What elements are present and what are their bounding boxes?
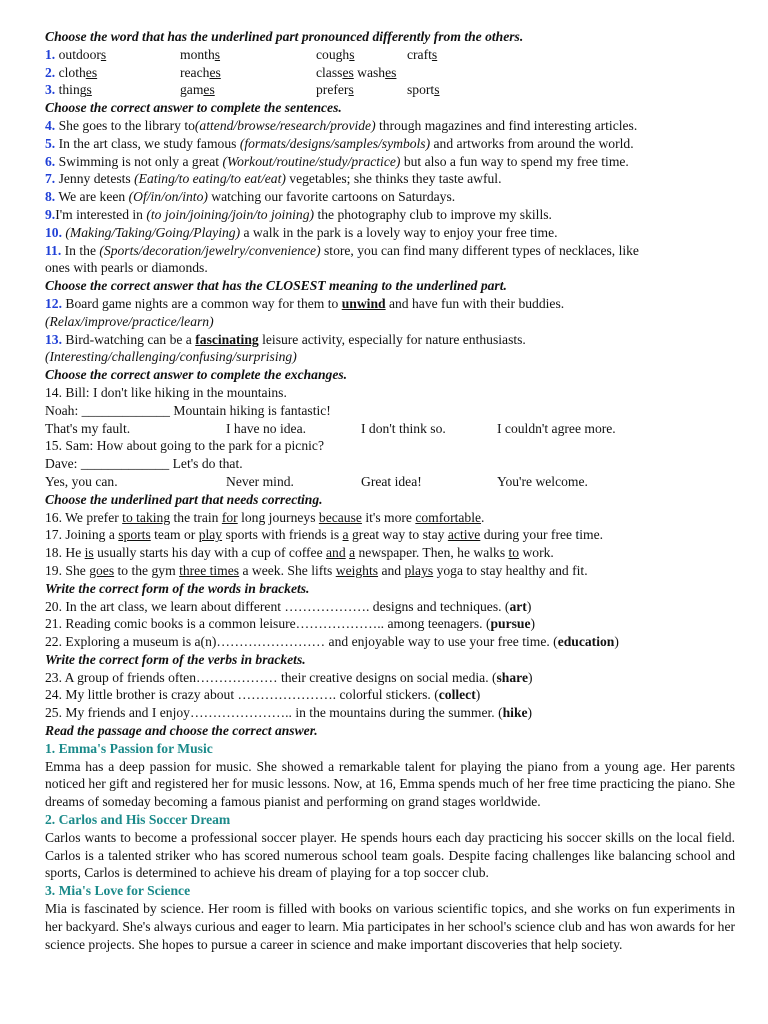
question-13-options: (Interesting/challenging/confusing/surprising) bbox=[45, 349, 297, 365]
question-9: 9.I'm interested in (to join/joining/join/to joining) the photography club to improve my skills. bbox=[45, 206, 552, 222]
question-4: 4. She goes to the library to(attend/browse/research/provide) through magazines and find interesting articles. bbox=[45, 117, 638, 133]
question-15-line-2: Dave: _____________ Let's do that. bbox=[45, 456, 243, 472]
passage-3-title: 3. Mia's Love for Science bbox=[45, 883, 191, 899]
question-7: 7. Jenny detests (Eating/to eating/to eat/eat) vegetables; she thinks they taste awful. bbox=[45, 171, 502, 187]
question-8: 8. We are keen (Of/in/on/into) watching our favorite cartoons on Saturdays. bbox=[45, 189, 456, 205]
question-20: 20. In the art class, we learn about different ………………. designs and techniques. (art) bbox=[45, 598, 532, 614]
passage-3-text: Mia is fascinated by science. Her room is filled with books on various scientific topics, and she works on fun experiments in her backyard. She's always curious and eager to learn. Mia participates in her school's science club and has won awards for her science projects. She hopes to pursue a career in science and make important discoveries that help society. bbox=[45, 901, 736, 952]
section-heading-error-correction: Choose the underlined part that needs correcting. bbox=[45, 491, 323, 507]
question-2: 2. clothes reaches classes washes bbox=[45, 64, 397, 80]
passage-2-title: 2. Carlos and His Soccer Dream bbox=[45, 812, 231, 828]
question-18: 18. He is usually starts his day with a cup of coffee and a newspaper. Then, he walks to work. bbox=[45, 545, 554, 561]
question-number: 3. bbox=[45, 82, 56, 98]
question-21: 21. Reading comic books is a common leisure……………….. among teenagers. (pursue) bbox=[45, 616, 536, 632]
question-25: 25. My friends and I enjoy………………….. in the mountains during the summer. (hike) bbox=[45, 705, 533, 721]
section-heading-word-form: Write the correct form of the words in brackets. bbox=[45, 580, 310, 596]
section-heading-reading: Read the passage and choose the correct answer. bbox=[45, 723, 318, 739]
question-11: 11. In the (Sports/decoration/jewelry/convenience) store, you can find many different types of necklaces, like bbox=[45, 242, 639, 258]
question-22: 22. Exploring a museum is a(n)…………………… and enjoyable way to use your free time. (education) bbox=[45, 634, 619, 650]
worksheet bbox=[45, 28, 735, 953]
question-3: 3. things games prefers sports bbox=[45, 82, 440, 98]
section-heading-exchanges: Choose the correct answer to complete the exchanges. bbox=[45, 367, 348, 383]
question-16: 16. We prefer to taking the train for long journeys because it's more comfortable. bbox=[45, 509, 485, 525]
question-19: 19. She goes to the gym three times a week. She lifts weights and plays yoga to stay healthy and fit. bbox=[45, 562, 588, 578]
question-1: 1. outdoors months coughs crafts bbox=[45, 46, 438, 62]
section-heading-pronunciation: Choose the word that has the underlined part pronounced differently from the others. bbox=[45, 29, 524, 44]
question-14-options: That's my fault. I have no idea. I don't think so. I couldn't agree more. bbox=[45, 420, 616, 436]
question-23: 23. A group of friends often……………… their creative designs on social media. (share) bbox=[45, 669, 533, 685]
question-number: 1. bbox=[45, 46, 56, 62]
question-13: 13. Bird-watching can be a fascinating leisure activity, especially for nature enthusiasts. bbox=[45, 331, 526, 347]
section-heading-closest-meaning: Choose the correct answer that has the CLOSEST meaning to the underlined part. bbox=[45, 278, 507, 294]
question-15-options: Yes, you can. Never mind. Great idea! You're welcome. bbox=[45, 473, 588, 489]
question-14-line-1: 14. Bill: I don't like hiking in the mountains. bbox=[45, 384, 287, 400]
section-heading-verb-form: Write the correct form of the verbs in brackets. bbox=[45, 651, 306, 667]
passage-1-title: 1. Emma's Passion for Music bbox=[45, 740, 213, 756]
question-24: 24. My little brother is crazy about …………………. colorful stickers. (collect) bbox=[45, 687, 481, 703]
question-number: 2. bbox=[45, 64, 56, 80]
question-12-options: (Relax/improve/practice/learn) bbox=[45, 313, 214, 329]
passage-2-text: Carlos wants to become a professional soccer player. He spends hours each day practicing his soccer skills on the local field. Carlos is a talented striker who has scored numerous school team goals. Despite facing challenges like balancing school and sports, Carlos is determined to achieve his dream of playing for a top soccer club. bbox=[45, 829, 735, 881]
section-heading-sentences: Choose the correct answer to complete the sentences. bbox=[45, 100, 342, 116]
question-6: 6. Swimming is not only a great (Workout/routine/study/practice) but also a fun way to spend my free time. bbox=[45, 153, 629, 169]
question-10: 10. (Making/Taking/Going/Playing) a walk in the park is a lovely way to enjoy your free time. bbox=[45, 224, 558, 240]
question-12: 12. Board game nights are a common way for them to unwind and have fun with their buddies. bbox=[45, 295, 565, 311]
question-5: 5. In the art class, we study famous (formats/designs/samples/symbols) and artworks from around the world. bbox=[45, 135, 634, 151]
question-11-continued: ones with pearls or diamonds. bbox=[45, 260, 208, 276]
question-15-line-1: 15. Sam: How about going to the park for a picnic? bbox=[45, 438, 324, 454]
question-14-line-2: Noah: _____________ Mountain hiking is fantastic! bbox=[45, 402, 331, 418]
question-17: 17. Joining a sports team or play sports with friends is a great way to stay active during your free time. bbox=[45, 527, 604, 543]
passage-1-text: Emma has a deep passion for music. She showed a remarkable talent for playing the piano from a young age. Her parents noticed her gift and registered her for music lessons. Now, at 16, Emma spends much of her free time practicing the piano. She dreams of someday becoming a famous pianist and performing on grand stages worldwide. bbox=[45, 758, 735, 810]
